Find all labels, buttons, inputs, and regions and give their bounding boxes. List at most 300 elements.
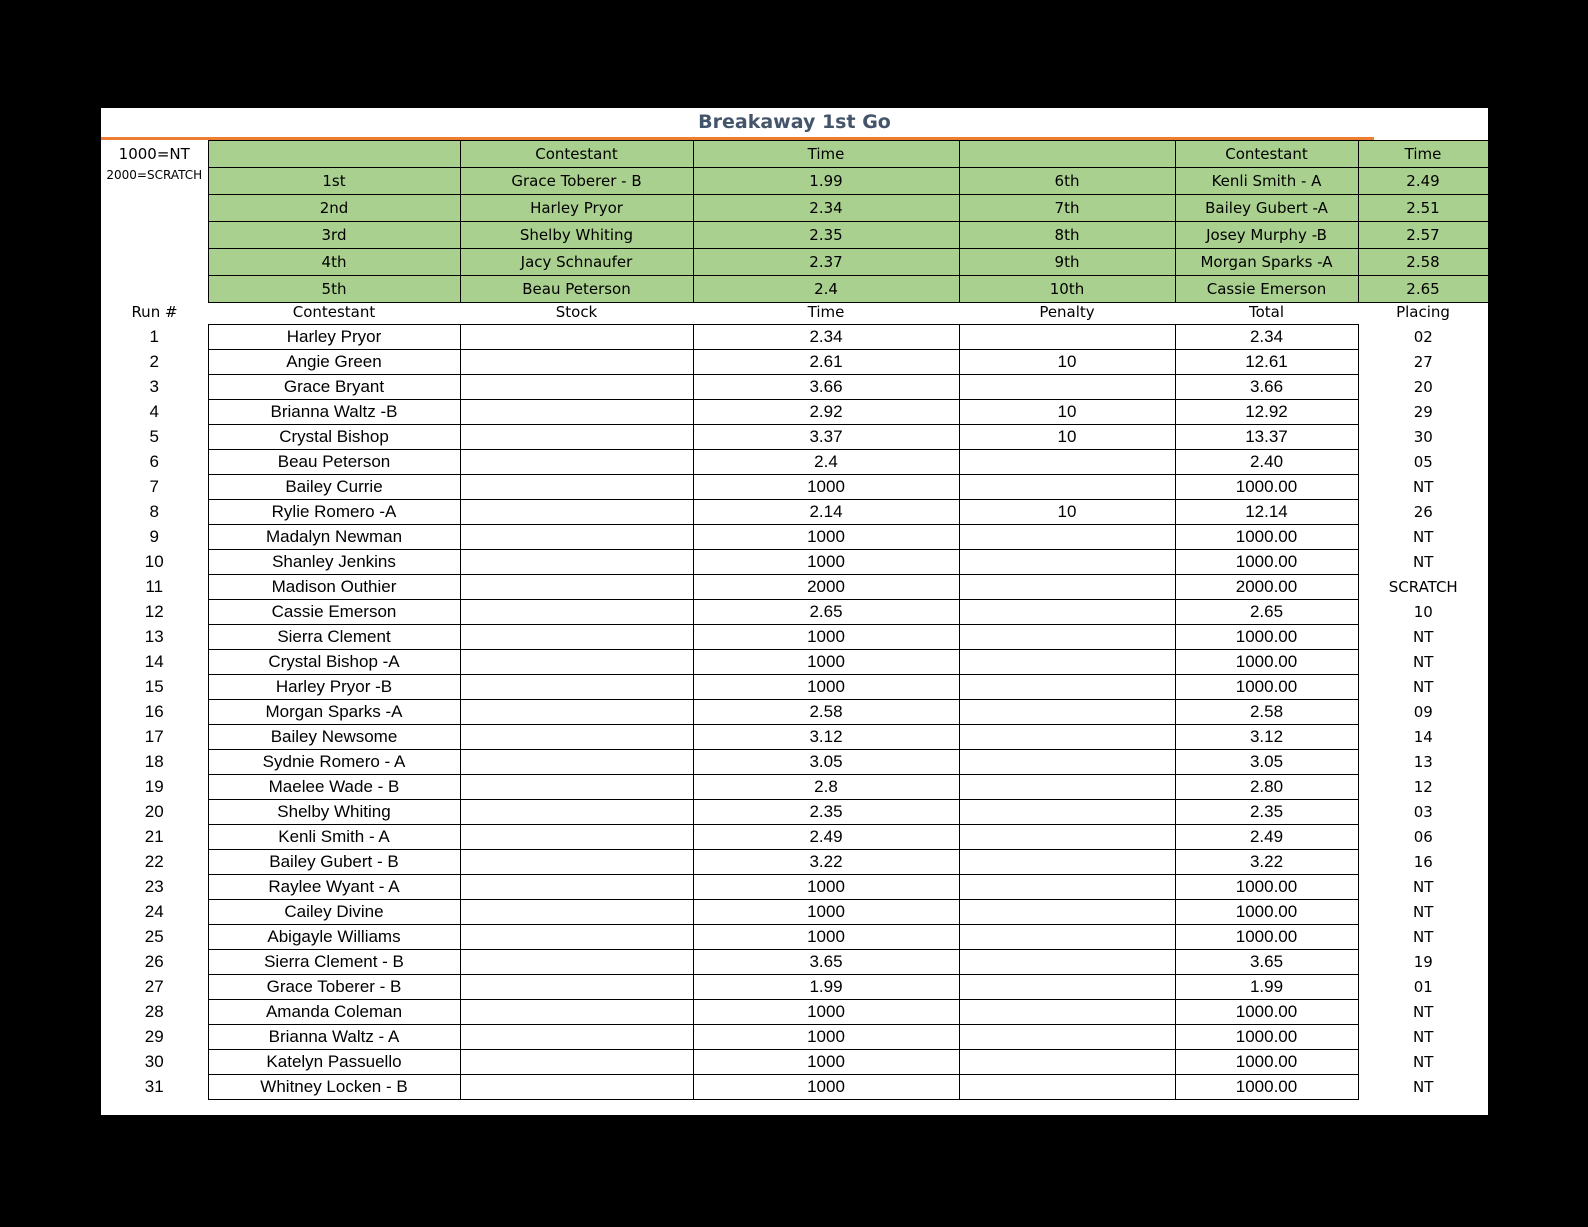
run-placing: NT [1413, 1003, 1434, 1021]
run-penalty [959, 700, 1175, 725]
run-number: 17 [144, 727, 164, 746]
leader-contestant: Kenli Smith - A [1175, 168, 1358, 195]
run-placing: 01 [1413, 978, 1433, 996]
run-total: 3.65 [1175, 950, 1358, 975]
run-total: 1000.00 [1175, 625, 1358, 650]
run-row [101, 1050, 1488, 1075]
run-penalty: 10 [959, 425, 1175, 450]
run-contestant: Crystal Bishop [208, 425, 460, 450]
run-penalty [959, 925, 1175, 950]
run-placing: 10 [1413, 603, 1433, 621]
runs-table [101, 324, 1488, 1100]
run-contestant: Cailey Divine [208, 900, 460, 925]
run-placing: 16 [1413, 853, 1433, 871]
run-stock [460, 1075, 693, 1100]
run-total: 1000.00 [1175, 925, 1358, 950]
run-total: 2.58 [1175, 700, 1358, 725]
run-row [101, 700, 1488, 725]
legend-blank [101, 249, 208, 276]
run-time: 1.99 [693, 975, 959, 1000]
run-penalty [959, 850, 1175, 875]
run-placing: 05 [1413, 453, 1433, 471]
run-time: 2.35 [693, 800, 959, 825]
leader-contestant: Beau Peterson [460, 276, 693, 303]
runs-body [101, 325, 1488, 1100]
leader-place: 10th [959, 276, 1175, 303]
column-header-time: Time [807, 303, 845, 321]
run-total: 3.22 [1175, 850, 1358, 875]
run-penalty [959, 875, 1175, 900]
leader-header-contestant2: Contestant [1175, 141, 1358, 168]
run-total: 2.49 [1175, 825, 1358, 850]
run-row [101, 900, 1488, 925]
run-penalty [959, 450, 1175, 475]
run-contestant: Kenli Smith - A [208, 825, 460, 850]
run-row [101, 575, 1488, 600]
leader-place: 9th [959, 249, 1175, 276]
run-contestant: Sierra Clement - B [208, 950, 460, 975]
run-time: 1000 [693, 675, 959, 700]
run-number: 12 [144, 602, 164, 621]
run-total: 1000.00 [1175, 550, 1358, 575]
run-contestant: Sydnie Romero - A [208, 750, 460, 775]
leaderboard-row [101, 249, 1488, 276]
run-placing: NT [1413, 928, 1434, 946]
leader-place: 7th [959, 195, 1175, 222]
run-row [101, 950, 1488, 975]
run-contestant: Abigayle Williams [208, 925, 460, 950]
run-placing: NT [1413, 1078, 1434, 1096]
run-stock [460, 1050, 693, 1075]
run-number: 10 [144, 552, 164, 571]
run-contestant: Shanley Jenkins [208, 550, 460, 575]
run-stock [460, 900, 693, 925]
run-number: 8 [149, 502, 159, 521]
run-contestant: Grace Bryant [208, 375, 460, 400]
run-time: 2.61 [693, 350, 959, 375]
leader-contestant: Jacy Schnaufer [460, 249, 693, 276]
leaderboard-table [101, 140, 1489, 303]
run-number: 5 [149, 427, 159, 446]
leader-place: 2nd [208, 195, 460, 222]
run-total: 1000.00 [1175, 1000, 1358, 1025]
run-stock [460, 825, 693, 850]
run-row [101, 475, 1488, 500]
run-placing: 19 [1413, 953, 1433, 971]
run-stock [460, 625, 693, 650]
run-penalty [959, 375, 1175, 400]
run-stock [460, 975, 693, 1000]
run-row [101, 925, 1488, 950]
run-stock [460, 1000, 693, 1025]
column-header-contestant: Contestant [292, 303, 376, 321]
results-sheet [101, 108, 1488, 1115]
run-number: 15 [144, 677, 164, 696]
run-time: 2.34 [693, 325, 959, 350]
run-stock [460, 450, 693, 475]
run-placing: 27 [1413, 353, 1433, 371]
run-penalty [959, 775, 1175, 800]
run-placing: NT [1413, 628, 1434, 646]
run-time: 1000 [693, 650, 959, 675]
run-number: 25 [144, 927, 164, 946]
run-stock [460, 1025, 693, 1050]
run-number: 19 [144, 777, 164, 796]
leader-time: 2.65 [1358, 276, 1488, 303]
run-number: 2 [149, 352, 159, 371]
run-penalty [959, 475, 1175, 500]
leaderboard-row [101, 195, 1488, 222]
run-stock [460, 925, 693, 950]
run-number: 14 [144, 652, 164, 671]
run-placing: NT [1413, 1028, 1434, 1046]
run-placing: NT [1413, 678, 1434, 696]
run-row [101, 775, 1488, 800]
legend-blank [101, 276, 208, 303]
run-contestant: Madison Outhier [208, 575, 460, 600]
run-contestant: Brianna Waltz - A [208, 1025, 460, 1050]
run-penalty [959, 650, 1175, 675]
run-contestant: Harley Pryor -B [208, 675, 460, 700]
run-row [101, 450, 1488, 475]
run-total: 1000.00 [1175, 1075, 1358, 1100]
run-total: 1000.00 [1175, 525, 1358, 550]
run-time: 2.8 [693, 775, 959, 800]
run-row [101, 1000, 1488, 1025]
legend-scratch: 2000=SCRATCH [101, 168, 208, 195]
run-row [101, 825, 1488, 850]
run-time: 2.4 [693, 450, 959, 475]
run-contestant: Bailey Currie [208, 475, 460, 500]
leader-place: 1st [208, 168, 460, 195]
runs-header-table [101, 300, 1488, 324]
run-penalty [959, 800, 1175, 825]
run-row [101, 500, 1488, 525]
run-penalty [959, 575, 1175, 600]
leader-time: 1.99 [693, 168, 959, 195]
column-header-total: Total [1248, 303, 1285, 321]
leader-contestant: Grace Toberer - B [460, 168, 693, 195]
run-number: 1 [149, 327, 159, 346]
leader-time: 2.37 [693, 249, 959, 276]
run-time: 1000 [693, 550, 959, 575]
run-contestant: Crystal Bishop -A [208, 650, 460, 675]
run-total: 3.66 [1175, 375, 1358, 400]
run-number: 22 [144, 852, 164, 871]
run-contestant: Sierra Clement [208, 625, 460, 650]
run-stock [460, 550, 693, 575]
run-contestant: Brianna Waltz -B [208, 400, 460, 425]
run-number: 21 [144, 827, 164, 846]
run-contestant: Bailey Newsome [208, 725, 460, 750]
run-placing: NT [1413, 653, 1434, 671]
run-placing: NT [1413, 478, 1434, 496]
leader-header-time2: Time [1358, 141, 1488, 168]
leader-time: 2.57 [1358, 222, 1488, 249]
run-number: 26 [144, 952, 164, 971]
run-total: 1000.00 [1175, 1050, 1358, 1075]
run-placing: 03 [1413, 803, 1433, 821]
column-header-penalty: Penalty [1039, 303, 1095, 321]
leader-header-place [208, 141, 460, 168]
run-row [101, 400, 1488, 425]
run-time: 3.37 [693, 425, 959, 450]
run-row [101, 425, 1488, 450]
leader-header-contestant: Contestant [460, 141, 693, 168]
run-contestant: Morgan Sparks -A [208, 700, 460, 725]
run-contestant: Grace Toberer - B [208, 975, 460, 1000]
run-stock [460, 675, 693, 700]
run-number: 13 [144, 627, 164, 646]
run-penalty [959, 725, 1175, 750]
run-time: 2.58 [693, 700, 959, 725]
run-stock [460, 475, 693, 500]
run-time: 3.22 [693, 850, 959, 875]
leader-contestant: Cassie Emerson [1175, 276, 1358, 303]
run-total: 2.65 [1175, 600, 1358, 625]
run-row [101, 750, 1488, 775]
run-time: 2.92 [693, 400, 959, 425]
run-penalty [959, 900, 1175, 925]
run-total: 2000.00 [1175, 575, 1358, 600]
run-penalty [959, 1075, 1175, 1100]
run-penalty [959, 1000, 1175, 1025]
run-penalty: 10 [959, 350, 1175, 375]
run-penalty [959, 325, 1175, 350]
run-row [101, 875, 1488, 900]
run-number: 27 [144, 977, 164, 996]
leaderboard-row [101, 276, 1488, 303]
legend-blank [101, 195, 208, 222]
run-placing: 13 [1413, 753, 1433, 771]
run-time: 1000 [693, 1075, 959, 1100]
leader-contestant: Morgan Sparks -A [1175, 249, 1358, 276]
run-time: 2.14 [693, 500, 959, 525]
run-number: 7 [149, 477, 159, 496]
run-time: 1000 [693, 1025, 959, 1050]
run-row [101, 800, 1488, 825]
run-row [101, 725, 1488, 750]
run-number: 20 [144, 802, 164, 821]
leaderboard-body [101, 141, 1488, 303]
runs-header-row [101, 300, 1488, 324]
run-row [101, 1075, 1488, 1100]
run-time: 3.05 [693, 750, 959, 775]
legend-blank [101, 222, 208, 249]
run-total: 3.05 [1175, 750, 1358, 775]
leader-time: 2.34 [693, 195, 959, 222]
run-penalty [959, 525, 1175, 550]
legend-nt: 1000=NT [101, 141, 208, 168]
run-stock [460, 725, 693, 750]
run-placing: 30 [1413, 428, 1433, 446]
leaderboard-header-row [101, 141, 1488, 168]
run-stock [460, 750, 693, 775]
run-number: 31 [144, 1077, 164, 1096]
run-penalty [959, 825, 1175, 850]
run-number: 24 [144, 902, 164, 921]
run-stock [460, 400, 693, 425]
column-header-stock: Stock [555, 303, 598, 321]
run-time: 2.65 [693, 600, 959, 625]
run-placing: NT [1413, 878, 1434, 896]
run-number: 6 [149, 452, 159, 471]
run-penalty: 10 [959, 500, 1175, 525]
leader-contestant: Bailey Gubert -A [1175, 195, 1358, 222]
run-number: 9 [149, 527, 159, 546]
leader-header-time: Time [693, 141, 959, 168]
run-stock [460, 950, 693, 975]
leader-place: 8th [959, 222, 1175, 249]
run-stock [460, 500, 693, 525]
run-contestant: Shelby Whiting [208, 800, 460, 825]
run-number: 28 [144, 1002, 164, 1021]
run-time: 3.65 [693, 950, 959, 975]
run-stock [460, 850, 693, 875]
run-penalty [959, 950, 1175, 975]
run-stock [460, 650, 693, 675]
run-contestant: Katelyn Passuello [208, 1050, 460, 1075]
run-placing: NT [1413, 903, 1434, 921]
run-placing: 09 [1413, 703, 1433, 721]
run-contestant: Maelee Wade - B [208, 775, 460, 800]
run-number: 3 [149, 377, 159, 396]
run-penalty [959, 550, 1175, 575]
run-penalty [959, 625, 1175, 650]
column-header-run: Run # [131, 303, 178, 321]
run-penalty [959, 975, 1175, 1000]
run-time: 1000 [693, 900, 959, 925]
run-time: 3.12 [693, 725, 959, 750]
run-row [101, 1025, 1488, 1050]
run-stock [460, 875, 693, 900]
leader-contestant: Harley Pryor [460, 195, 693, 222]
leader-place: 6th [959, 168, 1175, 195]
leader-contestant: Josey Murphy -B [1175, 222, 1358, 249]
run-stock [460, 700, 693, 725]
run-stock [460, 325, 693, 350]
column-header-placing: Placing [1396, 303, 1450, 321]
run-penalty: 10 [959, 400, 1175, 425]
leaderboard-row [101, 222, 1488, 249]
leader-time: 2.4 [693, 276, 959, 303]
run-contestant: Raylee Wyant - A [208, 875, 460, 900]
run-time: 1000 [693, 875, 959, 900]
run-time: 1000 [693, 925, 959, 950]
run-penalty [959, 600, 1175, 625]
run-penalty [959, 1025, 1175, 1050]
run-contestant: Whitney Locken - B [208, 1075, 460, 1100]
leader-time: 2.51 [1358, 195, 1488, 222]
run-contestant: Bailey Gubert - B [208, 850, 460, 875]
run-penalty [959, 750, 1175, 775]
run-time: 1000 [693, 1000, 959, 1025]
run-time: 2000 [693, 575, 959, 600]
run-total: 1000.00 [1175, 900, 1358, 925]
run-row [101, 525, 1488, 550]
run-placing: SCRATCH [1388, 578, 1458, 596]
run-placing: 02 [1413, 328, 1433, 346]
run-total: 13.37 [1175, 425, 1358, 450]
run-penalty [959, 1050, 1175, 1075]
sheet-title: Breakaway 1st Go [698, 111, 891, 133]
run-placing: NT [1413, 528, 1434, 546]
run-row [101, 675, 1488, 700]
run-row [101, 650, 1488, 675]
leader-time: 2.58 [1358, 249, 1488, 276]
run-row [101, 325, 1488, 350]
run-row [101, 350, 1488, 375]
run-number: 16 [144, 702, 164, 721]
run-contestant: Angie Green [208, 350, 460, 375]
run-number: 30 [144, 1052, 164, 1071]
leader-contestant: Shelby Whiting [460, 222, 693, 249]
run-time: 2.49 [693, 825, 959, 850]
run-row [101, 375, 1488, 400]
run-row [101, 625, 1488, 650]
run-time: 1000 [693, 1050, 959, 1075]
run-placing: 20 [1413, 378, 1433, 396]
run-contestant: Rylie Romero -A [208, 500, 460, 525]
run-total: 1000.00 [1175, 675, 1358, 700]
leader-header-place2 [959, 141, 1175, 168]
run-placing: 14 [1413, 728, 1433, 746]
leader-time: 2.35 [693, 222, 959, 249]
run-total: 1000.00 [1175, 875, 1358, 900]
run-time: 3.66 [693, 375, 959, 400]
run-stock [460, 350, 693, 375]
leader-place: 4th [208, 249, 460, 276]
run-placing: 06 [1413, 828, 1433, 846]
run-total: 12.92 [1175, 400, 1358, 425]
run-total: 2.40 [1175, 450, 1358, 475]
run-stock [460, 800, 693, 825]
run-stock [460, 425, 693, 450]
run-contestant: Madalyn Newman [208, 525, 460, 550]
run-stock [460, 775, 693, 800]
leader-place: 3rd [208, 222, 460, 249]
run-placing: 26 [1413, 503, 1433, 521]
leader-place: 5th [208, 276, 460, 303]
run-row [101, 850, 1488, 875]
run-number: 18 [144, 752, 164, 771]
run-time: 1000 [693, 625, 959, 650]
run-total: 12.14 [1175, 500, 1358, 525]
run-penalty [959, 675, 1175, 700]
leaderboard-row [101, 168, 1488, 195]
run-number: 4 [149, 402, 159, 421]
run-total: 1000.00 [1175, 475, 1358, 500]
run-placing: 29 [1413, 403, 1433, 421]
run-stock [460, 575, 693, 600]
run-placing: NT [1413, 1053, 1434, 1071]
run-contestant: Cassie Emerson [208, 600, 460, 625]
run-placing: 12 [1413, 778, 1433, 796]
leader-time: 2.49 [1358, 168, 1488, 195]
run-number: 11 [145, 577, 164, 596]
run-stock [460, 525, 693, 550]
run-contestant: Beau Peterson [208, 450, 460, 475]
run-contestant: Harley Pryor [208, 325, 460, 350]
run-placing: NT [1413, 553, 1434, 571]
run-row [101, 550, 1488, 575]
run-stock [460, 600, 693, 625]
run-total: 2.35 [1175, 800, 1358, 825]
run-total: 1000.00 [1175, 650, 1358, 675]
run-time: 1000 [693, 475, 959, 500]
run-total: 1000.00 [1175, 1025, 1358, 1050]
run-total: 2.80 [1175, 775, 1358, 800]
